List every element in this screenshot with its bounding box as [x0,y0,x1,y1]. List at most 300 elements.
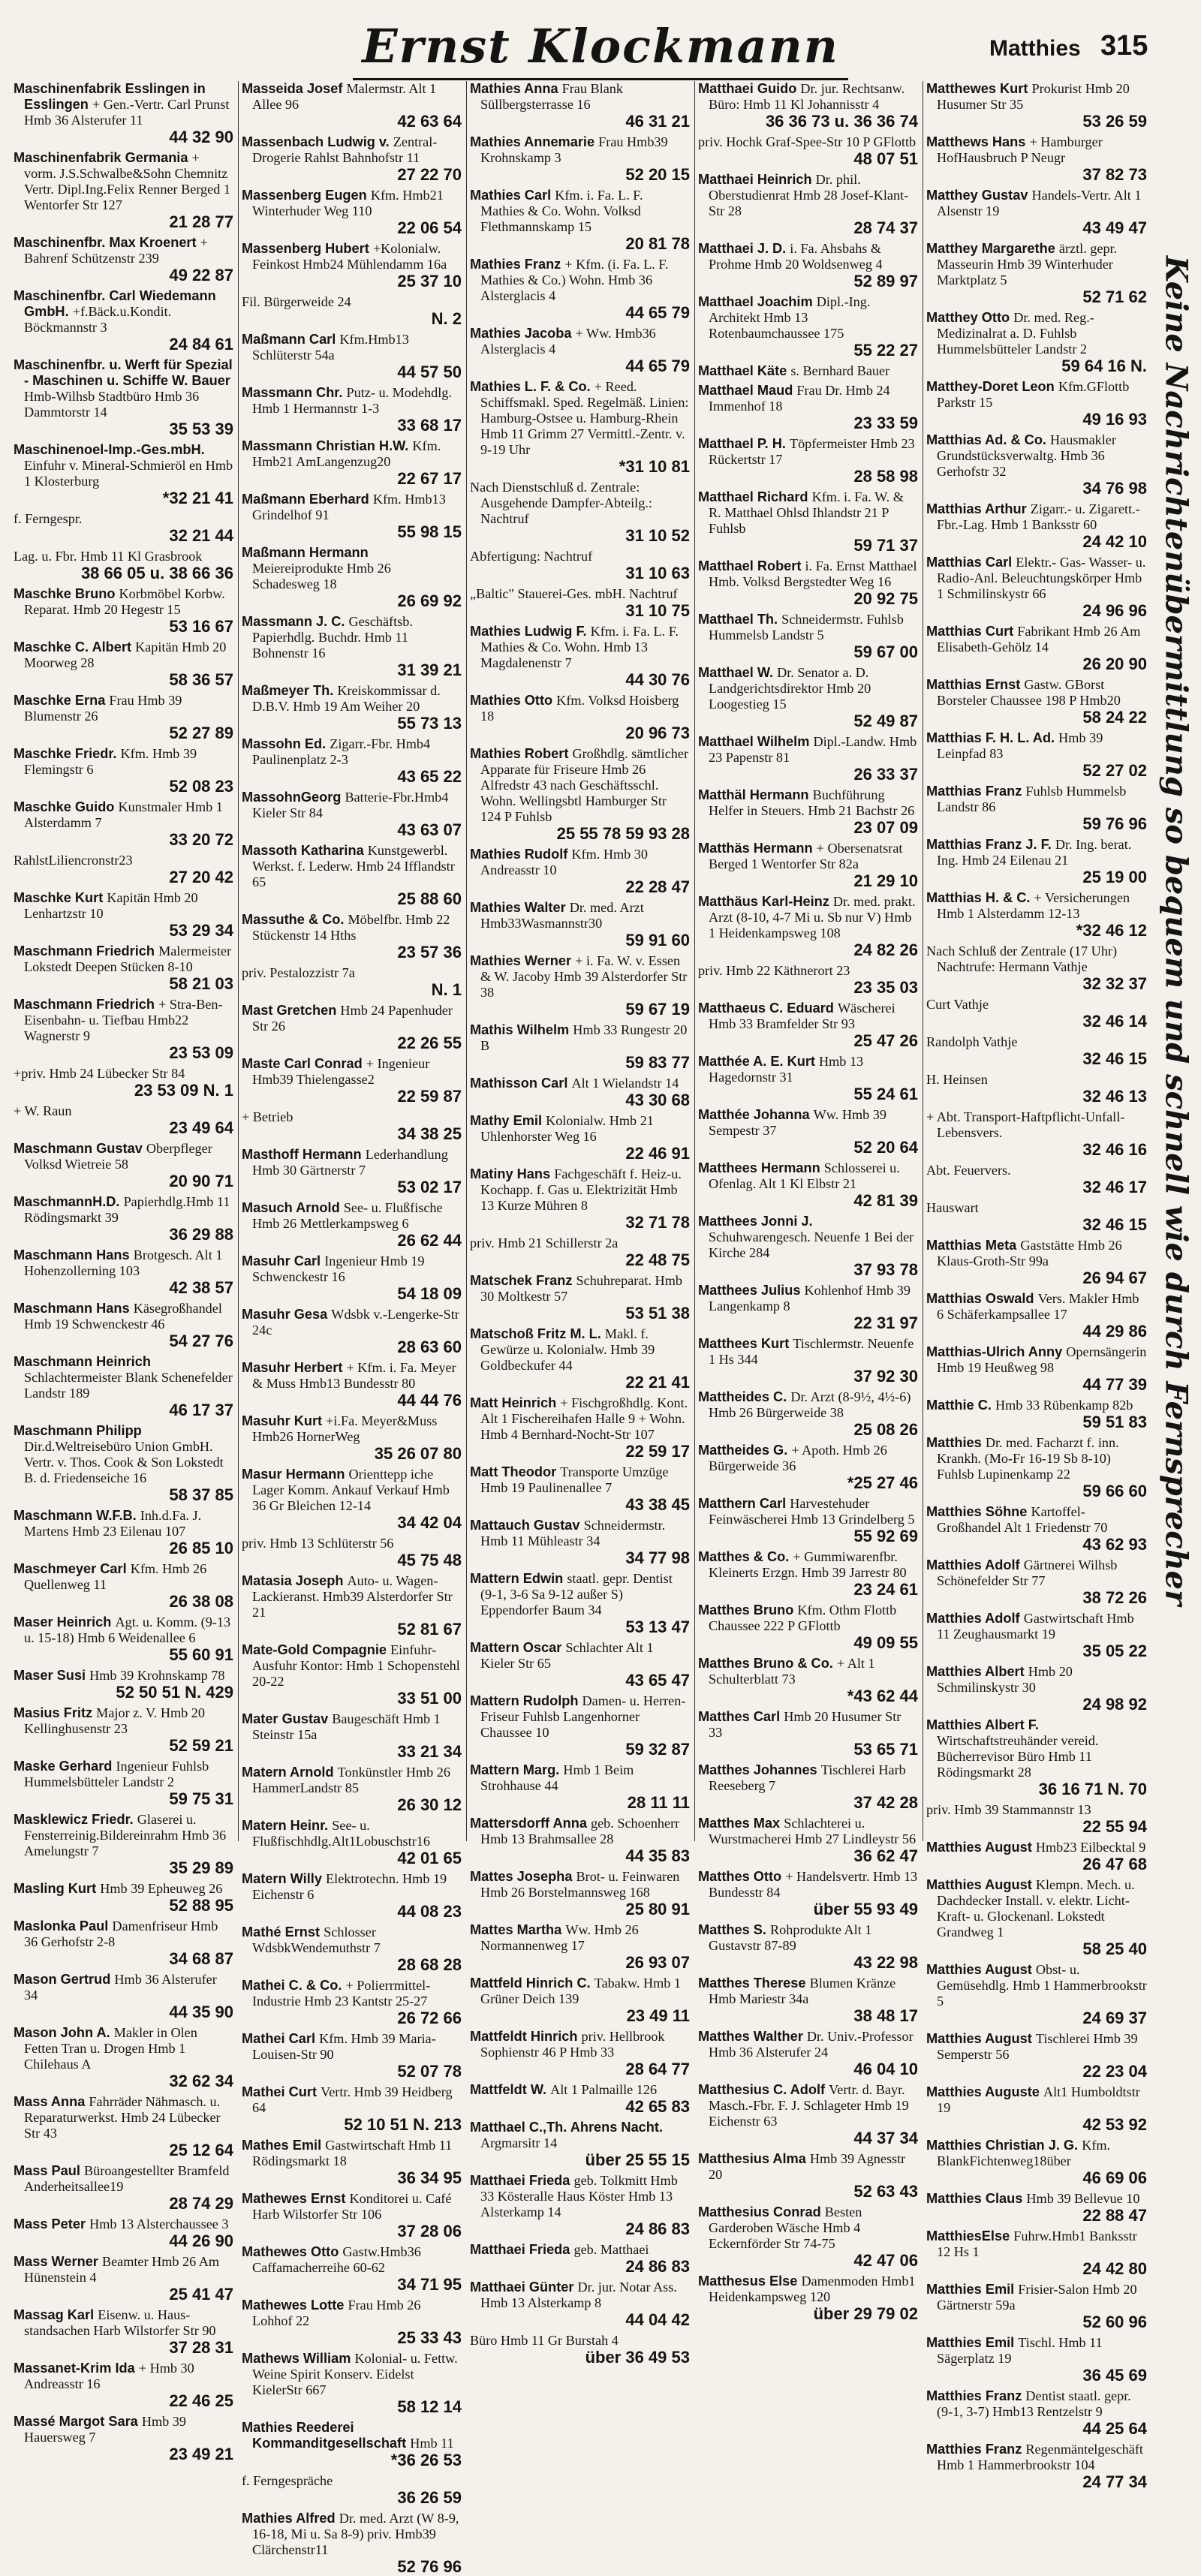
entry-name: Matthias-Ulrich Anny [926,1344,1063,1359]
entry-phone: 24 42 80 [1082,2259,1147,2278]
directory-entry [698,1816,918,1865]
directory-entry [926,2335,1147,2385]
entry-name: Matthies Christian J. G. [926,2138,1079,2153]
directory-entry [242,1536,462,1569]
entry-name: Maschmann W.F.B. [14,1508,137,1523]
entry-name: Matthies August [926,1840,1032,1855]
side-notice-text: Keine Nachrichtenübermittlung so bequem und schnell wie durch Fernsprecher [1158,255,1194,1606]
entry-details: + Versicherungen Hmb 1 Alsterdamm 12-13 [937,890,1130,921]
directory-entry [14,1972,233,2021]
entry-name: Matthies Albert [926,1664,1025,1679]
entry-phone: 25 88 60 [397,889,462,908]
directory-entry [14,1705,233,1755]
directory-entry [698,841,918,890]
entry-phone: 25 37 10 [397,272,462,290]
entry-details: Dr. med. Reg.-Medizinalrat a. D. Fuhlsb Hummelsbütteler Landstr 2 [937,310,1094,357]
entry-details: Möbelfbr. Hmb 22 Stückenstr 14 Hths [252,912,450,943]
directory-entry [926,1717,1147,1798]
entry-details: priv. Hmb 21 Schillerstr 2a [470,1235,619,1250]
directory-entry [242,912,462,961]
entry-name: Mattersdorff Anna [470,1816,587,1831]
entry-details: Dr. Senator a. D. Landgerichtsdirektor Hmb 20 Loogestieg 15 [709,665,871,712]
entry-name: Matthael Th. [698,612,778,627]
entry-phone: über 36 49 53 [585,2348,690,2367]
directory-entry [242,1978,462,2027]
directory-entry [470,953,690,1019]
entry-phone: 44 25 64 [1082,2419,1147,2438]
entry-name: Massag Karl [14,2307,95,2322]
entry-name: Mathies Anna [470,81,558,96]
directory-entry [470,1869,690,1918]
entry-phone: 43 49 47 [1082,218,1147,237]
directory-entry [470,2242,690,2276]
directory-entry [698,294,918,360]
entry-phone: 23 35 03 [853,978,918,997]
entry-details: Kfm. Hmb 39 Flemingstr 6 [24,746,197,777]
entry-name: Matthies Emil [926,2282,1015,2297]
directory-entry [14,1508,233,1557]
entry-details: + Ww. Hmb36 Alsterglacis 4 [480,326,656,357]
entry-phone: 23 24 61 [853,1580,918,1599]
entry-name: Matthes Johannes [698,1762,817,1777]
entry-name: Matthaei Frieda [470,2173,570,2188]
entry-phone: N. 2 [431,309,462,328]
entry-details: Papierhdlg.Hmb 11 Rödingsmarkt 39 [24,1194,230,1225]
entry-name: Mathé Ernst [242,1924,321,1940]
entry-details: Eisenw. u. Haus-standsachen Harb Wilstorfer Str 90 [24,2307,216,2338]
directory-entry [470,81,690,131]
entry-name: Matthesius C. Adolf [698,2082,826,2097]
entry-details: + Abt. Transport-Haftpflicht-Unfall-Lebensvers. [926,1109,1125,1140]
entry-details: Gastwirtschaft Hmb 11 Zeughausmarkt 19 [937,1611,1134,1642]
directory-entry [242,2298,462,2347]
entry-phone: 23 53 09 [169,1043,233,1062]
directory-entry [14,586,233,636]
entry-phone: 42 81 39 [853,1191,918,1210]
entry-details: Schlachtermeister Blank Schenefelder Landstr 189 [24,1370,233,1401]
directory-entry [14,2025,233,2090]
directory-entry [926,2388,1147,2438]
entry-phone: 55 24 61 [853,1085,918,1103]
entry-details: +i.Fa. Meyer&Muss Hmb26 HornerWeg [252,1413,438,1444]
entry-details: See- u. Flußfischhdlg.Alt1Lobuschstr16 [252,1818,430,1849]
entry-phone: 33 51 00 [397,1689,462,1708]
directory-entry [698,134,918,168]
entry-phone: 52 20 15 [625,165,690,184]
entry-details: geb. Tolkmitt Hmb 33 Kösteralle Haus Köster Hmb 13 Alsterkamp 14 [480,2173,678,2219]
side-notice [1151,105,1201,1756]
directory-entry [698,363,918,379]
entry-phone: 44 30 76 [625,670,690,689]
entry-phone: *43 62 44 [847,1687,918,1705]
entry-details: Geschäftsb. Papierhdlg. Buchdr. Hmb 11 Bohnenstr 16 [252,614,413,661]
entry-details: Lederhandlung Hmb 30 Gärtnerstr 7 [252,1147,448,1178]
entry-name: Maschmeyer Carl [14,1561,127,1576]
entry-name: Matthees Kurt [698,1336,790,1351]
entry-phone: *31 10 81 [619,457,690,476]
directory-entry [926,1557,1147,1607]
directory-entry [470,326,690,375]
entry-name: Masuch Arnold [242,1200,340,1215]
directory-entry [242,492,462,541]
entry-phone: 38 72 26 [1082,1588,1147,1607]
entry-name: Maschke Bruno [14,586,116,601]
entry-details: + Reed. Schiffsmakl. Sped. Regelmäß. Linien: Hamburg-Ostsee u. Hamburg-Rhein Hmb 11 Grimm 27 Vermittl.-Zentr. v. 9-19 Uhr [480,379,689,457]
entry-name: Matiny Hans [470,1166,551,1181]
directory-entry [470,586,690,620]
entry-phone: 59 91 60 [625,931,690,949]
entry-details: Hmb 36 Alsterufer 34 [24,1972,217,2003]
entry-name: Matthews Hans [926,134,1026,149]
directory-entry [470,1976,690,2025]
entry-details: Zigarr.-Fbr. Hmb4 Paulinenplatz 2-3 [252,736,431,767]
entry-name: Maschmann Philipp [14,1423,142,1438]
entry-phone: 32 71 78 [625,1213,690,1232]
entry-phone: 42 01 65 [397,1849,462,1867]
entry-name: Maßmann Carl [242,332,336,347]
entry-phone: über 29 79 02 [813,2304,918,2323]
directory-entry [470,1326,690,1392]
entry-phone: 36 26 59 [397,2488,462,2507]
entry-details: Fil. Bürgerweide 24 [242,294,351,309]
directory-entry [14,853,233,886]
entry-phone: 28 11 11 [627,1793,690,1812]
entry-name: Masuhr Kurt [242,1413,323,1428]
entry-name: Maschinenoel-Imp.-Ges.mbH. [14,442,205,457]
entry-details: Büro Hmb 11 Gr Burstah 4 [470,2333,619,2348]
entry-phone: 20 92 75 [853,589,918,608]
directory-entry [14,288,233,354]
directory-entry [242,2191,462,2240]
entry-details: Beamter Hmb 26 Am Hünenstein 4 [24,2254,220,2285]
entry-details: Wirtschaftstreuhänder vereid. Bücherrevisor Büro Hmb 11 Rödingsmarkt 28 [937,1733,1099,1780]
entry-details: Hmb 33 Rungestr 20 B [480,1022,688,1053]
entry-details: Schlachterei u. Wurstmacherei Hmb 27 Lindleystr 56 [709,1816,917,1846]
entry-name: MaschmannH.D. [14,1194,120,1209]
directory-entry [14,1881,233,1915]
entry-name: Matthesus Else [698,2274,798,2289]
entry-phone: 22 88 47 [1082,2206,1147,2225]
entry-details: Tabakw. Hmb 1 Grüner Deich 139 [480,1976,681,2006]
entry-name: Mattes Martha [470,1922,562,1937]
entry-phone: 44 29 86 [1082,1322,1147,1341]
entry-details: Harvestehuder Feinwäscherei Hmb 13 Grindelberg 5 [709,1496,915,1527]
directory-entry [14,1141,233,1190]
entry-details: Schlachter Alt 1 Kieler Str 65 [480,1640,654,1671]
entry-name: Massoth Katharina [242,843,364,858]
entry-details: + Ingenieur Hmb39 Thielengasse2 [252,1056,430,1087]
entry-name: Maschinenfbr. Max Kroenert [14,235,197,250]
entry-details: Hmb 39 Agnesstr 20 [709,2151,906,2182]
entry-details: f. Ferngespr. [14,511,83,526]
entry-name: Maschmann Hans [14,1247,130,1262]
entry-name: Maschmann Heinrich [14,1354,151,1369]
entry-name: Matthael Maud [698,383,793,398]
entry-phone: 20 81 78 [625,234,690,253]
entry-name: Mathis Wilhelm [470,1022,570,1037]
entry-phone: N. 1 [431,980,462,999]
entry-details: Hmb 33 Rübenkamp 82b [995,1398,1133,1413]
entry-name: Mater Gustav [242,1711,329,1726]
entry-name: Mattauch Gustav [470,1518,580,1533]
entry-details: Makl. f. Gewürze u. Kolonialw. Hmb 39 Goldbeckufer 44 [480,1326,655,1373]
directory-entry [14,549,233,582]
column-4 [695,81,923,2323]
entry-name: Mattern Edwin [470,1571,564,1586]
directory-entry [242,438,462,488]
entry-details: Dir.d.Weltreisebüro Union GmbH. Vertr. v. Thos. Cook & Son Lokstedt B. d. Friedenseiche 16 [24,1439,224,1485]
entry-name: Matthesius Conrad [698,2204,821,2219]
entry-phone: 55 60 91 [169,1645,233,1664]
entry-details: Hmb 11 [410,2436,454,2451]
directory-entry [470,1395,690,1461]
entry-phone: 34 42 04 [397,1513,462,1532]
entry-details: Frau Dr. Hmb 24 Immenhof 18 [709,383,890,414]
entry-details: Auto- u. Wagen-Lackieranst. Hmb39 Alsterdorfer Str 21 [252,1573,453,1620]
directory-entry [242,1871,462,1921]
entry-details: Kolonialw. Hmb 21 Uhlenhorster Weg 16 [480,1113,654,1144]
entry-phone: 43 62 93 [1082,1535,1147,1554]
entry-details: + W. Raun [14,1103,72,1118]
entry-phone: 54 18 09 [397,1284,462,1303]
directory-entry [698,1656,918,1705]
directory-entry [926,1163,1147,1196]
entry-phone: 37 28 31 [169,2338,233,2357]
entry-phone: 52 08 23 [169,777,233,796]
entry-name: Matthey Otto [926,310,1010,325]
directory-entry [926,134,1147,184]
directory-entry [926,188,1147,237]
entry-phone: 21 28 77 [169,212,233,231]
entry-name: Masseida Josef [242,81,343,96]
entry-details: + Kfm. (i. Fa. L. F. Mathies & Co.) Wohn. Hmb 36 Alsterglacis 4 [480,257,669,303]
entry-phone: 52 07 78 [397,2062,462,2081]
running-head: Matthies [989,36,1081,61]
directory-entry [698,1549,918,1599]
entry-details: Abfertigung: Nachtruf [470,549,593,564]
directory-entry [14,1066,233,1100]
entry-details: +Kolonialw. Feinkost Hmb24 Mühlendamm 16a [252,241,447,272]
entry-phone: 36 29 88 [169,1225,233,1244]
entry-details: H. Heinsen [926,1072,988,1087]
directory-entry [242,294,462,328]
directory-entry [242,1642,462,1708]
entry-phone: 28 68 28 [397,1955,462,1974]
entry-phone: 32 46 13 [1082,1087,1147,1106]
directory-entry [242,1307,462,1356]
entry-name: Matthes Walther [698,2029,803,2044]
entry-phone: 55 92 69 [853,1527,918,1545]
entry-phone: 52 71 62 [1082,287,1147,306]
entry-details: + Stra-Ben-Eisenbahn- u. Tiefbau Hmb22 Wagnerstr 9 [24,997,223,1043]
entry-name: Matern Willy [242,1871,322,1886]
directory-entry [14,2361,233,2410]
directory-entry [698,1001,918,1050]
entry-phone: 43 38 45 [625,1495,690,1514]
entry-phone: 22 59 17 [625,1442,690,1461]
directory-entry [242,1467,462,1532]
entry-details: Fahrräder Nähmasch. u. Reparaturwerkst. Hmb 24 Lübecker Str 43 [24,2094,221,2141]
entry-details: Hmb 20 Husumer Str 33 [709,1709,902,1740]
entry-phone: 52 89 97 [853,272,918,290]
entry-details: Frau Blank Süllbergsterrasse 16 [480,81,623,112]
entry-name: Maser Susi [14,1668,86,1683]
directory-entry [242,1200,462,1250]
directory-entry [242,736,462,786]
entry-details: Hmb 39 Hauersweg 7 [24,2414,186,2445]
entry-details: + i. Fa. W. v. Essen & W. Jacoby Hmb 39 Alsterdorfer Str 38 [480,953,688,1000]
directory-entry [14,1812,233,1877]
entry-phone: 44 65 79 [625,357,690,375]
directory-entry [242,385,462,435]
entry-phone: 44 26 90 [169,2231,233,2250]
directory-entry [926,555,1147,620]
entry-details: Damenfriseur Hmb 36 Gerhofstr 2-8 [24,1918,218,1949]
entry-phone: 52 10 51 N. 213 [344,2115,462,2134]
entry-details: Brotgesch. Alt 1 Hohenzollerning 103 [24,1247,223,1278]
entry-name: Maschke Guido [14,799,115,814]
entry-details: Kfm. i. Fa. L. F. Mathies & Co. Wohn. Hmb 13 Magdalenenstr 7 [480,624,679,670]
entry-phone: 23 57 36 [397,943,462,961]
entry-details: Einfuhr v. Mineral-Schmieröl en Hmb 1 Klosterburg [24,458,233,489]
entry-details: Malermeister Lokstedt Deepen Stücken 8-10 [24,943,232,974]
entry-name: Matthias Curt [926,624,1014,639]
entry-details: Hmb 24 Papenhuder Str 26 [252,1003,453,1034]
directory-entry [470,847,690,896]
directory-entry [242,2244,462,2294]
entry-name: Masuhr Carl [242,1253,321,1268]
entry-details: Frisier-Salon Hmb 20 Gärtnerstr 59a [937,2282,1137,2313]
entry-details: staatl. gepr. Dentist (9-1, 3-6 Sa 9-12 außer S) Eppendorfer Baum 34 [480,1571,673,1618]
entry-phone: 52 50 51 N. 429 [116,1683,233,1702]
entry-details: priv. Hmb 39 Stammannstr 13 [926,1802,1091,1817]
entry-name: Masius Fritz [14,1705,93,1720]
directory-entry [698,1443,918,1492]
entry-name: Matthias Franz J. F. [926,837,1052,852]
entry-name: Matthies Söhne [926,1504,1028,1519]
directory-entry [698,963,918,997]
directory-entry [698,1107,918,1157]
entry-name: Matthies August [926,2031,1032,2046]
entry-phone: 58 21 03 [169,974,233,993]
entry-phone: 53 51 38 [625,1304,690,1323]
entry-details: Dentist staatl. gepr. (9-1, 3-7) Hmb13 Rentzelstr 9 [937,2388,1131,2419]
entry-details: Kfm. Hmb21 AmLangenzug20 [252,438,441,469]
column-3 [467,81,695,2367]
directory-entry [698,2274,918,2323]
entry-phone: 44 35 83 [625,1846,690,1865]
directory-entry [242,1360,462,1410]
directory-entry [926,2138,1147,2187]
entry-phone: 24 84 61 [169,335,233,354]
directory-entry [698,787,918,837]
entry-details: Kapitän Hmb 20 Lenhartzstr 10 [24,890,198,921]
directory-entry [926,1877,1147,1958]
entry-details: Gastw.Hmb36 Caffamacherreihe 60-62 [252,2244,421,2275]
entry-phone: 33 21 34 [397,1742,462,1761]
entry-phone: 35 29 89 [169,1858,233,1877]
entry-phone: 31 10 75 [625,601,690,620]
entry-name: Mathies Carl [470,188,552,203]
directory-entry [470,549,690,582]
entry-name: Mattern Rudolph [470,1693,579,1708]
entry-name: Matthes Otto [698,1869,782,1884]
entry-details: Regenmäntelgeschäft Hmb 1 Hammerbrookstr 104 [937,2442,1143,2472]
entry-phone: 21 29 10 [853,871,918,890]
entry-name: Massé Margot Sara [14,2414,138,2429]
directory-entry [242,2511,462,2576]
entry-phone: *32 46 12 [1076,921,1147,940]
directory-entry [242,614,462,679]
entry-details: Frau Hmb 26 Lohhof 22 [252,2298,421,2328]
entry-phone: 59 66 60 [1082,1482,1147,1500]
directory-entry [698,1496,918,1545]
entry-details: Dr. med. Facharzt f. inn. Krankh. (Mo-Fr 16-19 Sb 8-10) Fuhlsb Lupinenkamp 22 [937,1435,1119,1482]
directory-entry [14,2307,233,2357]
entry-phone: 42 47 06 [853,2251,918,2270]
entry-phone: 44 04 42 [625,2310,690,2329]
entry-name: Matthies August [926,1962,1032,1977]
entry-phone: 34 68 87 [169,1949,233,1968]
entry-name: Mathes Emil [242,2138,322,2153]
entry-name: Maschmann Hans [14,1301,130,1316]
entry-details: f. Ferngespräche [242,2473,333,2488]
entry-name: Matthael Robert [698,558,802,573]
entry-details: Zentral-Drogerie Rahlst Bahnhofstr 11 [252,134,438,165]
entry-details: Dr. Ing. berat. Ing. Hmb 24 Eilenau 21 [937,837,1132,868]
directory-entry [14,693,233,742]
entry-phone: 23 07 09 [853,818,918,837]
directory-entry [698,436,918,486]
column-5 [923,81,1151,2491]
entry-details: Baugeschäft Hmb 1 Steinstr 15a [252,1711,441,1742]
entry-phone: 38 48 17 [853,2006,918,2025]
entry-name: Matthies Auguste [926,2084,1040,2099]
directory-entry [698,172,918,237]
entry-name: Mathei Carl [242,2031,316,2046]
directory-entry [926,310,1147,375]
entry-name: Mathisson Carl [470,1076,568,1091]
entry-name: Mason Gertrud [14,1972,111,1987]
entry-phone: 54 27 76 [169,1332,233,1350]
entry-details: Kfm. Othm Flottb Chaussee 222 P GFlottb [709,1602,897,1633]
entry-phone: 24 86 83 [625,2257,690,2276]
directory-entry [14,150,233,231]
entry-name: Mathewes Lotte [242,2298,345,2313]
directory-entry [14,511,233,545]
directory-entry [242,2420,462,2469]
entry-name: Matthael Wilhelm [698,734,810,749]
entry-name: Matthies Franz [926,2388,1022,2403]
entry-details: + Handelsvertr. Hmb 13 Bundesstr 84 [709,1869,918,1900]
entry-phone: 31 10 63 [625,564,690,582]
entry-details: + Apoth. Hmb 26 Bürgerweide 36 [709,1443,887,1473]
entry-details: Hmb 13 Alsterchaussee 3 [89,2216,229,2231]
entry-name: Matthias Meta [926,1238,1017,1253]
entry-name: Maschinenfbr. Carl Wiedemann GmbH. [14,288,216,319]
entry-phone: 26 33 37 [853,765,918,784]
entry-phone: 31 39 21 [397,661,462,679]
entry-details: Meiereiprodukte Hmb 26 Schadesweg 18 [252,561,391,591]
entry-details: geb. Matthaei [573,2242,649,2257]
entry-name: Matthies Emil [926,2335,1015,2350]
entry-details: Hmb 39 Bellevue 10 [1026,2191,1140,2206]
directory-entry [470,1640,690,1690]
directory-entry [242,2138,462,2187]
directory-entry [926,432,1147,498]
entry-phone: 53 13 47 [625,1618,690,1636]
entry-phone: 44 65 79 [625,303,690,322]
